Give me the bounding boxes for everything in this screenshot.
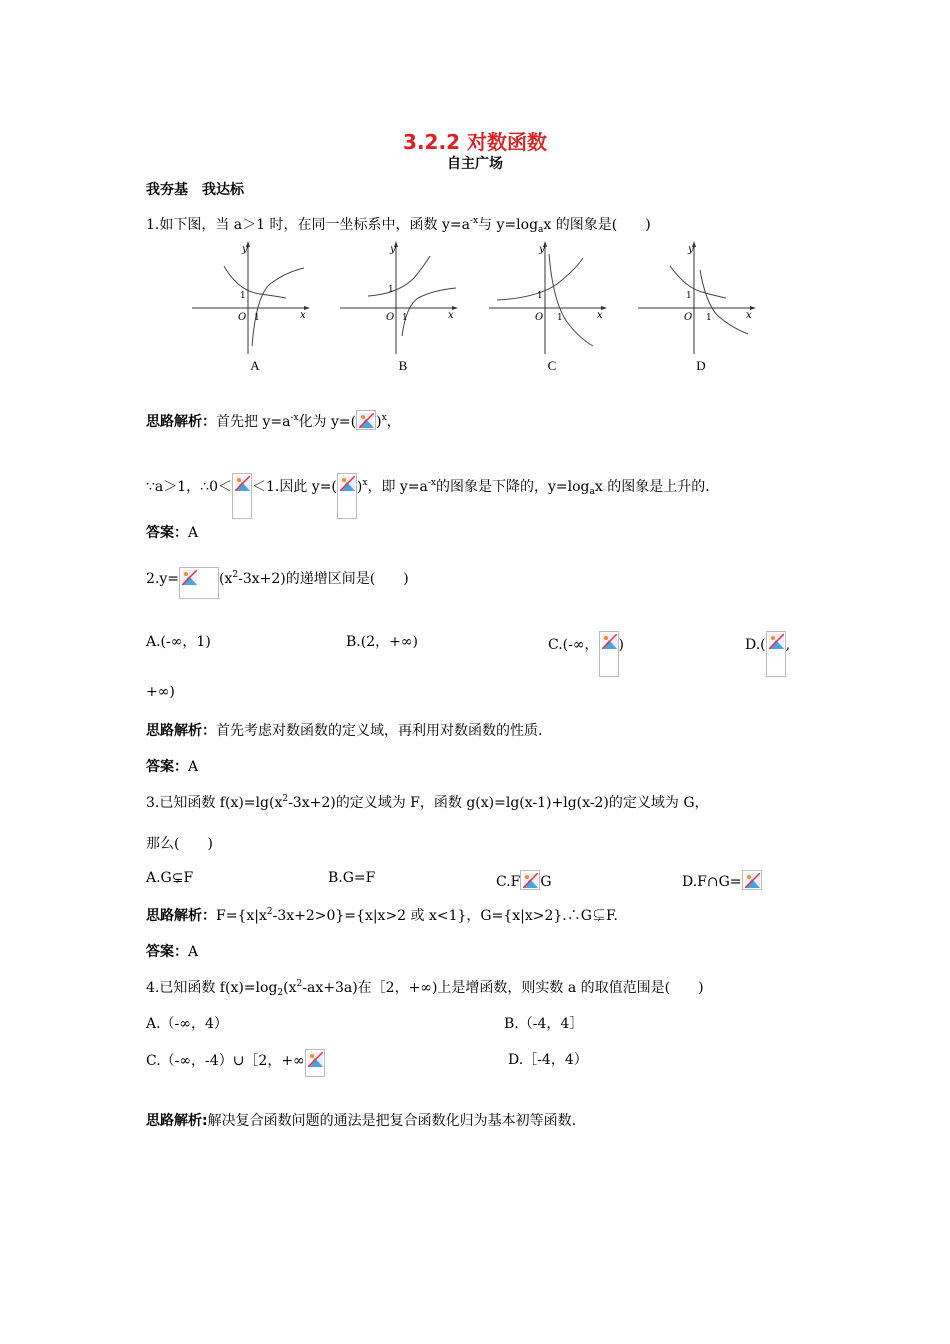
q2-option-d-continued: +∞) [146,684,175,700]
q4-stem: 4.已知函数 $f(x)=\log_2(x^2-ax+3a)$在［2，+∞)上是增函数，则实数 a 的取值范围是( ) [146,979,704,998]
page-subtitle: 自主广场 [447,156,503,172]
graph-c-origin: O [535,312,544,323]
q3-option-d: D.F∩G= [682,870,762,890]
graph-d-plot [636,236,766,356]
graph-c-y-label: y [539,244,545,255]
graph-b-y-label: y [390,244,396,255]
q2-stem: 2.y= $(x^2-3x+2)$的递增区间是( ) [146,567,409,599]
q4-analysis: 思路解析:解决复合函数问题的通法是把复合函数化归为基本初等函数. [146,1113,577,1129]
page-title: 3.2.2 对数函数 [403,130,547,154]
graph-b-one-y: 1 [388,285,394,295]
graph-a-origin: O [238,312,247,323]
q2-option-d: D.( , [745,631,790,677]
q2-answer: 答案：A [146,759,199,775]
graph-c-x-label: x [597,310,603,321]
graph-a-one-x: 1 [254,313,260,323]
graph-b-caption: B [398,358,408,373]
q1-answer: 答案：A [146,525,199,541]
q4-option-c: C.（-∞，-4）∪［2，+∞ [146,1049,325,1077]
broken-image-icon [179,567,219,599]
q3-stem: 3.已知函数 $f(x)=\lg(x^2-3x+2)$的定义域为 F，函数 g(x)=lg(x-1)+lg(x-2)的定义域为 G， [146,794,709,811]
q2-analysis: 思路解析：首先考虑对数函数的定义域，再利用对数函数的性质. [146,723,543,739]
graph-d-caption: D [696,358,706,373]
graph-a-caption: A [250,358,260,373]
graph-b-origin: O [386,312,395,323]
q3-option-b: B.G=F [328,870,376,886]
graph-d-origin: O [684,312,693,323]
q4-option-b: B.（-4，4］ [504,1016,584,1032]
q3-answer: 答案：A [146,944,199,960]
section-heading: 我夯基 我达标 [146,182,244,198]
q3-analysis: 思路解析：$F=\{x|x^2-3x+2>0\}=\{x|x>2$ 或 x<1}，G={x|x>2}.∴G⊊F. [146,907,618,924]
broken-image-icon [305,1049,325,1077]
graph-d-y-label: y [688,244,694,255]
q3-option-c: C.F G [496,870,552,890]
graph-c-caption: C [547,358,557,373]
graph-c [487,236,617,376]
broken-image-icon [742,870,762,890]
graph-b [338,236,468,376]
broken-image-icon [232,473,252,519]
graph-d-one-x: 1 [706,313,712,323]
graph-d [636,236,766,376]
broken-image-icon [766,631,786,677]
graph-a-plot [190,236,320,356]
q2-option-a: A.(-∞，1) [146,634,211,650]
graph-c-one-x: 1 [557,313,563,323]
broken-image-icon [599,631,619,677]
graph-a-one-y: 1 [240,291,246,301]
q2-option-c: C.(-∞， ) [548,631,624,677]
graph-a [190,236,320,376]
graph-c-one-y: 1 [537,291,543,301]
graph-b-plot [338,236,468,356]
q1-stem: 1.如下图，当 a＞1 时，在同一坐标系中，函数 $y=a^{-x}$与 $y=\log_ax$ 的图象是( ) [146,216,651,235]
graph-d-x-label: x [746,310,752,321]
graph-b-one-x: 1 [402,313,408,323]
broken-image-icon [337,473,357,519]
graph-a-x-label: x [300,310,306,321]
q2-option-b: B.(2，+∞) [346,634,418,650]
q4-option-a: A.（-∞，4） [146,1016,228,1032]
q3-option-a: A.G⊊F [146,870,194,886]
q3-stem-line2: 那么( ) [146,836,213,852]
broken-image-icon [520,870,540,890]
graph-d-one-y: 1 [686,291,692,301]
broken-image-icon [356,410,376,430]
q1-analysis-line2: ∵a＞1，∴0＜ ＜1.因此 y=( )$^x$，即 $y=a^{-x}$的图象是下降的，$y=\log_ax$ 的图象是上升的. [146,473,710,519]
q1-analysis: 思路解析：首先把 $y=a^{-x}$化为 y=( )$^x$， [146,410,401,431]
q4-option-d: D.［-4，4） [508,1052,588,1068]
graph-c-plot [487,236,617,356]
graph-b-x-label: x [448,310,454,321]
graph-a-y-label: y [242,244,248,255]
